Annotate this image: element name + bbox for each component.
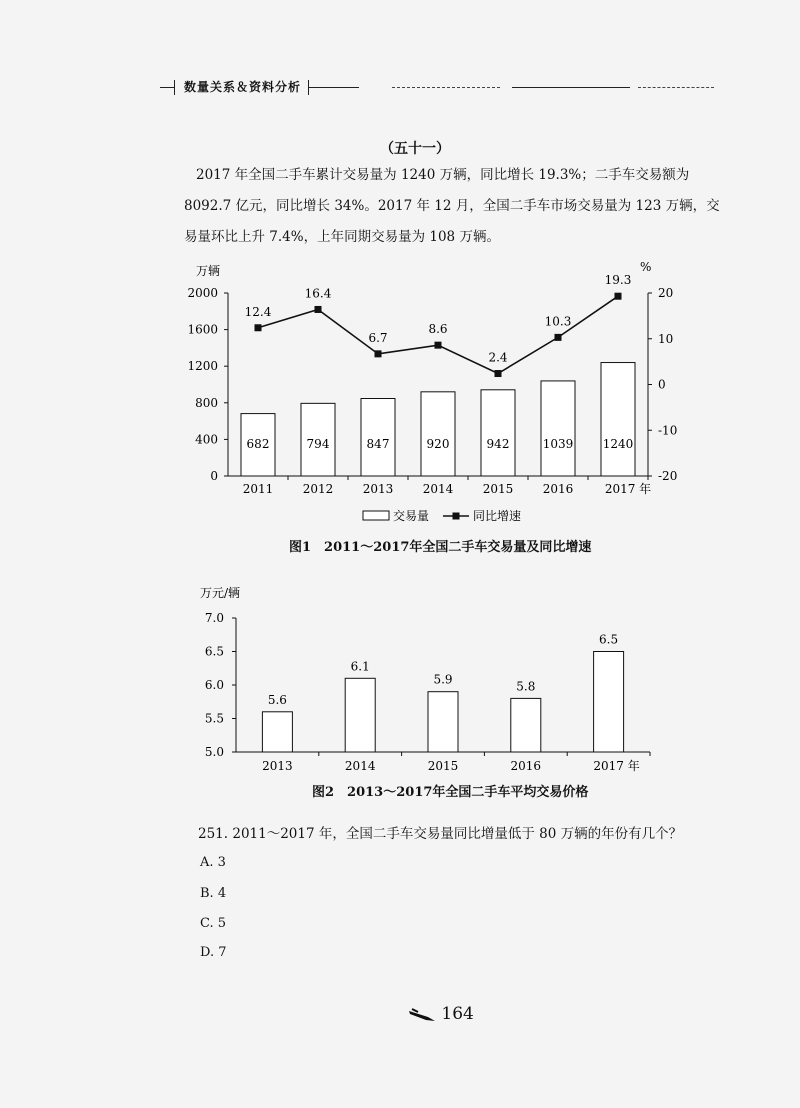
bar-value-label: 1039	[542, 437, 574, 451]
header-rule-tick	[174, 80, 175, 95]
bar	[511, 698, 541, 752]
chart-1	[0, 255, 800, 535]
x-tick-label: 2015	[482, 482, 514, 496]
header-rule-left	[160, 87, 174, 88]
bar	[601, 363, 635, 476]
x-tick-label: 2017 年	[593, 759, 640, 773]
bar	[428, 692, 458, 752]
bar	[262, 712, 292, 752]
legend-bar-label: 交易量	[393, 509, 430, 523]
intro-paragraph	[184, 160, 720, 253]
bar-value-label: 6.5	[599, 632, 619, 647]
growth-value-label: 10.3	[544, 314, 572, 329]
bar	[541, 381, 575, 476]
x-tick-label: 2016	[542, 482, 574, 496]
bar-value-label: 5.6	[267, 692, 287, 707]
y-tick-label: 6.0	[204, 678, 224, 692]
option-a[interactable]: A. 3	[200, 855, 226, 870]
y-tick-right-label: 0	[658, 377, 666, 392]
bar-value-label: 5.8	[516, 679, 536, 694]
y-tick-left-label: 2000	[187, 286, 218, 300]
bar	[421, 392, 455, 476]
bar-value-label: 6.1	[350, 659, 370, 674]
growth-point	[435, 342, 442, 349]
growth-value-label: 8.6	[428, 322, 448, 337]
paragraph-line: 2017 年全国二手车累计交易量为 1240 万辆，同比增长 19.3%；二手车交易额为	[196, 167, 690, 183]
y-tick-right-label: 20	[658, 286, 674, 300]
header-rule-mid	[309, 87, 359, 88]
paragraph-line: 易量环比上升 7.4%，上年同期交易量为 108 万辆。	[184, 229, 500, 245]
y-axis-left-label: 万辆	[196, 264, 221, 278]
bar-value-label: 942	[486, 437, 510, 451]
bar-value-label: 794	[306, 437, 330, 451]
x-tick-label: 2016	[510, 759, 542, 773]
y-tick-left-label: 1200	[187, 359, 218, 374]
chart-2	[0, 578, 800, 778]
legend-line-marker	[453, 513, 460, 520]
section-title: （五十一）	[380, 141, 450, 157]
y-axis-right-label: %	[640, 260, 652, 274]
y-tick-label: 5.5	[204, 711, 224, 726]
y-tick-left-label: 1600	[187, 322, 218, 337]
growth-point	[375, 350, 382, 357]
bar	[594, 652, 624, 753]
chart-1-caption: 图1 2011～2017年全国二手车交易量及同比增速	[289, 540, 592, 555]
pen-nib-icon	[408, 1008, 436, 1022]
legend-bar-swatch	[363, 511, 389, 520]
bar-value-label: 847	[366, 437, 390, 451]
growth-point	[555, 334, 562, 341]
growth-point	[615, 293, 622, 300]
bar	[345, 678, 375, 752]
y-tick-right-label: 10	[658, 331, 674, 346]
growth-point	[315, 306, 322, 313]
option-b[interactable]: B. 4	[200, 886, 227, 901]
x-tick-label: 2013	[262, 759, 293, 773]
y-tick-label: 5.0	[204, 745, 224, 759]
y-tick-left-label: 800	[195, 395, 218, 410]
growth-value-label: 16.4	[304, 286, 332, 301]
y-tick-right-label: -10	[658, 423, 678, 438]
growth-point	[255, 324, 262, 331]
x-tick-label: 2011	[242, 482, 274, 496]
y-tick-right-label: -20	[658, 469, 678, 483]
header-rule-right	[512, 87, 630, 88]
option-c[interactable]: C. 5	[200, 916, 227, 931]
x-tick-label: 2015	[427, 759, 459, 773]
x-tick-label: 2014	[422, 482, 454, 496]
option-d[interactable]: D. 7	[200, 945, 227, 960]
x-tick-label: 2012	[302, 482, 334, 496]
growth-value-label: 19.3	[604, 273, 632, 288]
header-title: 数量关系＆资料分析	[184, 80, 302, 94]
y-tick-left-label: 400	[195, 432, 218, 447]
chart-2-caption: 图2 2013～2017年全国二手车平均交易价格	[312, 785, 589, 800]
growth-value-label: 6.7	[368, 330, 388, 345]
bar	[481, 390, 515, 476]
y-tick-label: 6.5	[204, 644, 224, 659]
y-axis-label: 万元/辆	[200, 586, 241, 600]
running-header	[160, 76, 720, 100]
page-number-text: 164	[441, 1004, 474, 1024]
growth-point	[495, 370, 502, 377]
growth-value-label: 2.4	[488, 350, 508, 365]
header-rule-dashed	[638, 87, 714, 88]
bar-value-label: 920	[426, 437, 450, 451]
legend-line-label: 同比增速	[473, 509, 522, 523]
bar-value-label: 682	[246, 437, 270, 451]
header-rule-dashed	[392, 87, 500, 88]
paragraph-line: 8092.7 亿元，同比增长 34%。2017 年 12 月，全国二手车市场交易量为 123 万辆，交	[184, 198, 720, 214]
y-tick-left-label: 0	[210, 469, 218, 483]
bar-value-label: 1240	[602, 437, 634, 451]
y-tick-label: 7.0	[204, 611, 224, 625]
x-tick-label: 2013	[362, 482, 394, 496]
question-text: 251. 2011～2017 年，全国二手车交易量同比增量低于 80 万辆的年份有几个？	[198, 826, 683, 842]
x-tick-label: 2014	[344, 759, 376, 773]
page-number	[408, 1004, 474, 1024]
x-tick-label: 2017 年	[604, 482, 652, 496]
growth-value-label: 12.4	[244, 304, 272, 319]
bar-value-label: 5.9	[433, 672, 453, 687]
